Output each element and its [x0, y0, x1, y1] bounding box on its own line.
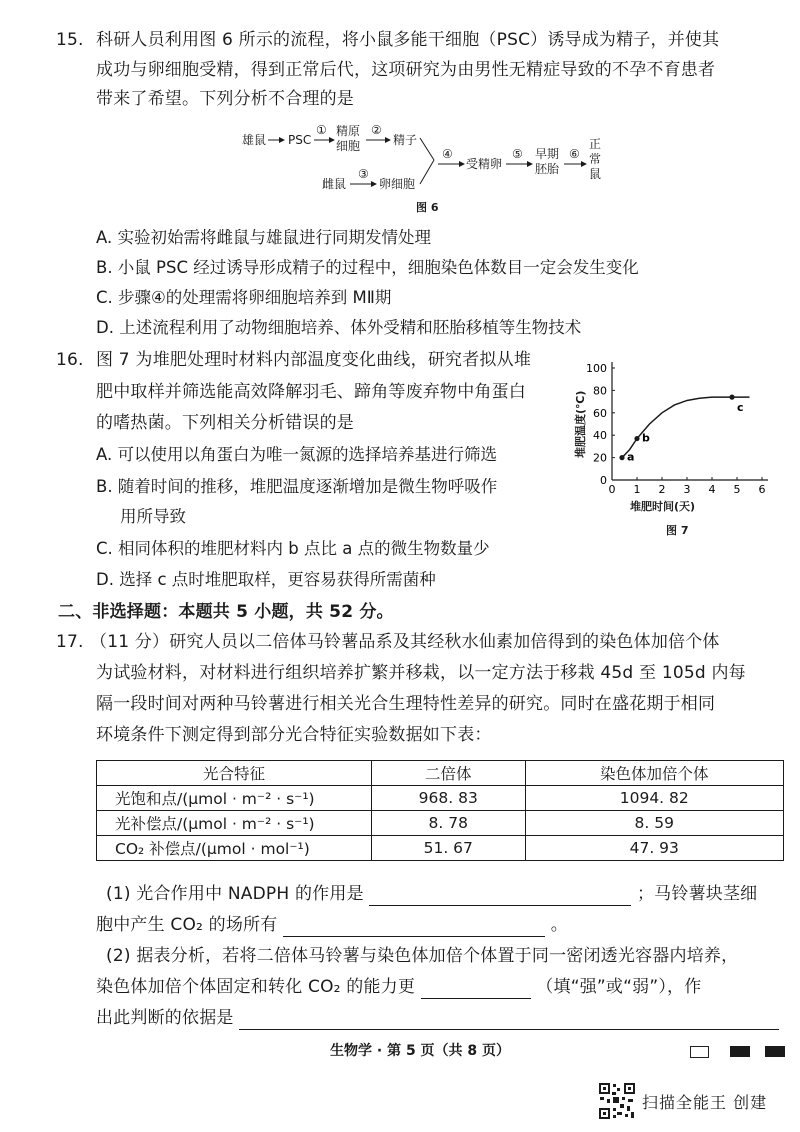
table-cell: 968. 83 [372, 786, 526, 811]
table-cell: CO₂ 补偿点/(μmol · mol⁻¹) [97, 836, 372, 861]
fig6-normal-mouse-1: 正 [589, 137, 602, 151]
chart-ylabel: 堆肥温度(℃) [574, 390, 587, 458]
q16-option-a: A. 可以使用以角蛋白为唯一氮源的选择培养基进行筛选 [96, 445, 497, 464]
answer-blank-reason[interactable] [239, 1011, 779, 1030]
q16-option-c: C. 相同体积的堆肥材料内 b 点比 a 点的微生物数量少 [96, 539, 490, 558]
chart-point-label: b [642, 431, 650, 445]
answer-blank-strength[interactable] [421, 980, 531, 999]
table-cell: 光补偿点/(μmol · m⁻² · s⁻¹) [97, 811, 372, 836]
chart-x-tick-label: 1 [633, 483, 641, 496]
figure6-flow-diagram [230, 118, 630, 218]
table-header-cell: 二倍体 [372, 761, 526, 786]
qr-code-icon [598, 1082, 636, 1120]
q17-sub2-line2 [96, 975, 701, 999]
q16-stem-line1: 图 7 为堆肥处理时材料内部温度变化曲线，研究者拟从堆 [96, 350, 532, 370]
q16-option-b-line2: 用所导致 [120, 507, 186, 526]
chart-y-tick-label: 0 [600, 474, 607, 487]
fig6-merge-line-bottom [420, 160, 434, 184]
q16-number: 16. [56, 350, 84, 370]
section2-title: 二、非选择题：本题共 5 小题，共 52 分。 [58, 602, 394, 622]
fig6-step6: ⑥ [569, 147, 580, 161]
q17-sub2-text-a: 染色体加倍个体固定和转化 CO₂ 的能力更 [96, 977, 416, 997]
fig6-normal-mouse-3: 鼠 [589, 167, 602, 181]
q17-sub1-line2 [96, 913, 568, 937]
table-row [97, 811, 784, 836]
fig6-female-mouse: 雌鼠 [322, 177, 347, 191]
fig6-zygote: 受精卵 [466, 157, 503, 171]
chart-xlabel: 堆肥时间(天) [630, 500, 696, 513]
fig6-early-embryo-line1: 早期 [535, 147, 560, 161]
chart-x-tick-label: 6 [758, 483, 766, 496]
fig6-step5: ⑤ [512, 147, 523, 161]
q16-option-b-line1: B. 随着时间的推移，堆肥温度逐渐增加是微生物呼吸作 [96, 477, 498, 496]
answer-blank-nadph[interactable] [369, 887, 631, 906]
photosynthesis-table [96, 760, 784, 861]
fig6-spermatogonium-line1: 精原 [336, 124, 361, 138]
chart-caption: 图 7 [666, 524, 689, 537]
fig6-early-embryo-line2: 胚胎 [535, 162, 560, 176]
fig6-sperm: 精子 [393, 133, 418, 147]
fig6-normal-mouse-2: 常 [589, 152, 602, 166]
chart-y-tick-label: 100 [586, 362, 607, 375]
fig6-merge-line-top [420, 138, 434, 160]
table-cell: 光饱和点/(μmol · m⁻² · s⁻¹) [97, 786, 372, 811]
chart-x-tick-label: 3 [683, 483, 691, 496]
table-header-cell: 光合特征 [97, 761, 372, 786]
chart-y-tick-label: 20 [593, 451, 607, 465]
fig6-oocyte: 卵细胞 [379, 177, 416, 191]
fig6-step3: ③ [358, 167, 369, 181]
fig6-step2: ② [371, 123, 382, 137]
chart-point [619, 455, 624, 460]
table-cell: 51. 67 [372, 836, 526, 861]
footer-box-filled [730, 1046, 750, 1057]
chart-x-tick-label: 0 [608, 483, 616, 496]
table-cell: 8. 59 [525, 811, 783, 836]
table-cell: 8. 78 [372, 811, 526, 836]
table-row [97, 786, 784, 811]
table-header-row [97, 761, 784, 786]
fig6-caption: 图 6 [416, 201, 439, 214]
q15-option-b: B. 小鼠 PSC 经过诱导形成精子的过程中，细胞染色体数目一定会发生变化 [96, 258, 639, 277]
fig6-step1: ① [316, 123, 327, 137]
page-footer: 生物学 · 第 5 页（共 8 页） [330, 1043, 511, 1059]
chart-x-tick-label: 5 [733, 483, 741, 496]
q17-sub2-text-b: （填“强”或“弱”），作 [536, 977, 702, 997]
q17-sub2-text-c: 出此判断的依据是 [96, 1008, 234, 1028]
q17-stem-line3: 隔一段时间对两种马铃薯进行相关光合生理特性差异的研究。同时在盛花期于相同 [96, 694, 716, 714]
q15-stem-line2: 成功与卵细胞受精，得到正常后代，这项研究为由男性无精症导致的不孕不育患者 [96, 60, 716, 80]
q17-sub2-line3 [96, 1006, 779, 1030]
q16-stem-line3: 的嗜热菌。下列相关分析错误的是 [96, 413, 354, 433]
footer-box-outline [690, 1046, 709, 1058]
chart-point-label: c [737, 401, 744, 415]
q15-option-c: C. 步骤④的处理需将卵细胞培养到 MⅡ期 [96, 288, 392, 307]
q15-option-d: D. 上述流程利用了动物细胞培养、体外受精和胚胎移植等生物技术 [96, 318, 582, 337]
q17-stem-line2: 为试验材料，对材料进行组织培养扩繁并移栽，以一定方法于移栽 45d 至 105d 内每 [96, 663, 746, 683]
fig6-step4: ④ [442, 147, 453, 161]
q17-sub1-text-a: (1) 光合作用中 NADPH 的作用是 [106, 884, 364, 904]
q16-option-d: D. 选择 c 点时堆肥取样，更容易获得所需菌种 [96, 570, 436, 589]
q16-stem-line2: 肥中取样并筛选能高效降解羽毛、蹄角等废弃物中角蛋白 [96, 382, 526, 402]
chart-point [729, 395, 734, 400]
chart-y-tick-label: 80 [593, 384, 607, 398]
q17-stem-line4: 环境条件下测定得到部分光合特征实验数据如下表： [96, 725, 492, 745]
table-row [97, 836, 784, 861]
q17-sub2-line1: (2) 据表分析，若将二倍体马铃薯与染色体加倍个体置于同一密闭透光容器内培养， [106, 946, 739, 966]
chart-series-line [622, 397, 750, 457]
q15-stem-line3: 带来了希望。下列分析不合理的是 [96, 89, 354, 109]
q17-sub1-text-d: 。 [550, 915, 568, 935]
chart-x-tick-label: 2 [658, 483, 666, 496]
q17-sub1-line1 [106, 882, 757, 906]
q15-stem-line1: 科研人员利用图 6 所示的流程，将小鼠多能干细胞（PSC）诱导成为精子，并使其 [96, 30, 720, 50]
table-cell: 1094. 82 [525, 786, 783, 811]
table-cell: 47. 93 [525, 836, 783, 861]
fig6-male-mouse: 雄鼠 [242, 133, 267, 147]
chart-point-label: a [627, 450, 635, 464]
chart-y-tick-label: 40 [593, 429, 607, 443]
fig6-psc: PSC [288, 133, 312, 147]
table-header-cell: 染色体加倍个体 [525, 761, 783, 786]
q17-number: 17. [56, 632, 84, 652]
q15-option-a: A. 实验初始需将雌鼠与雄鼠进行同期发情处理 [96, 228, 431, 247]
q17-stem-line1: （11 分）研究人员以二倍体马铃薯品系及其经秋水仙素加倍得到的染色体加倍个体 [90, 632, 720, 652]
chart-y-tick-label: 60 [593, 406, 607, 420]
scanner-watermark: 扫描全能王 创建 [642, 1093, 768, 1112]
q15-number: 15. [56, 30, 84, 50]
q17-sub1-text-c: 胞中产生 CO₂ 的场所有 [96, 915, 278, 935]
chart-point [634, 436, 639, 441]
fig6-spermatogonium-line2: 细胞 [336, 139, 361, 153]
q17-sub1-text-b: ；马铃薯块茎细 [636, 884, 758, 904]
chart-x-tick-label: 4 [708, 483, 716, 496]
answer-blank-co2-site[interactable] [283, 918, 545, 937]
footer-box-filled [765, 1046, 785, 1057]
figure7-chart [560, 352, 780, 542]
